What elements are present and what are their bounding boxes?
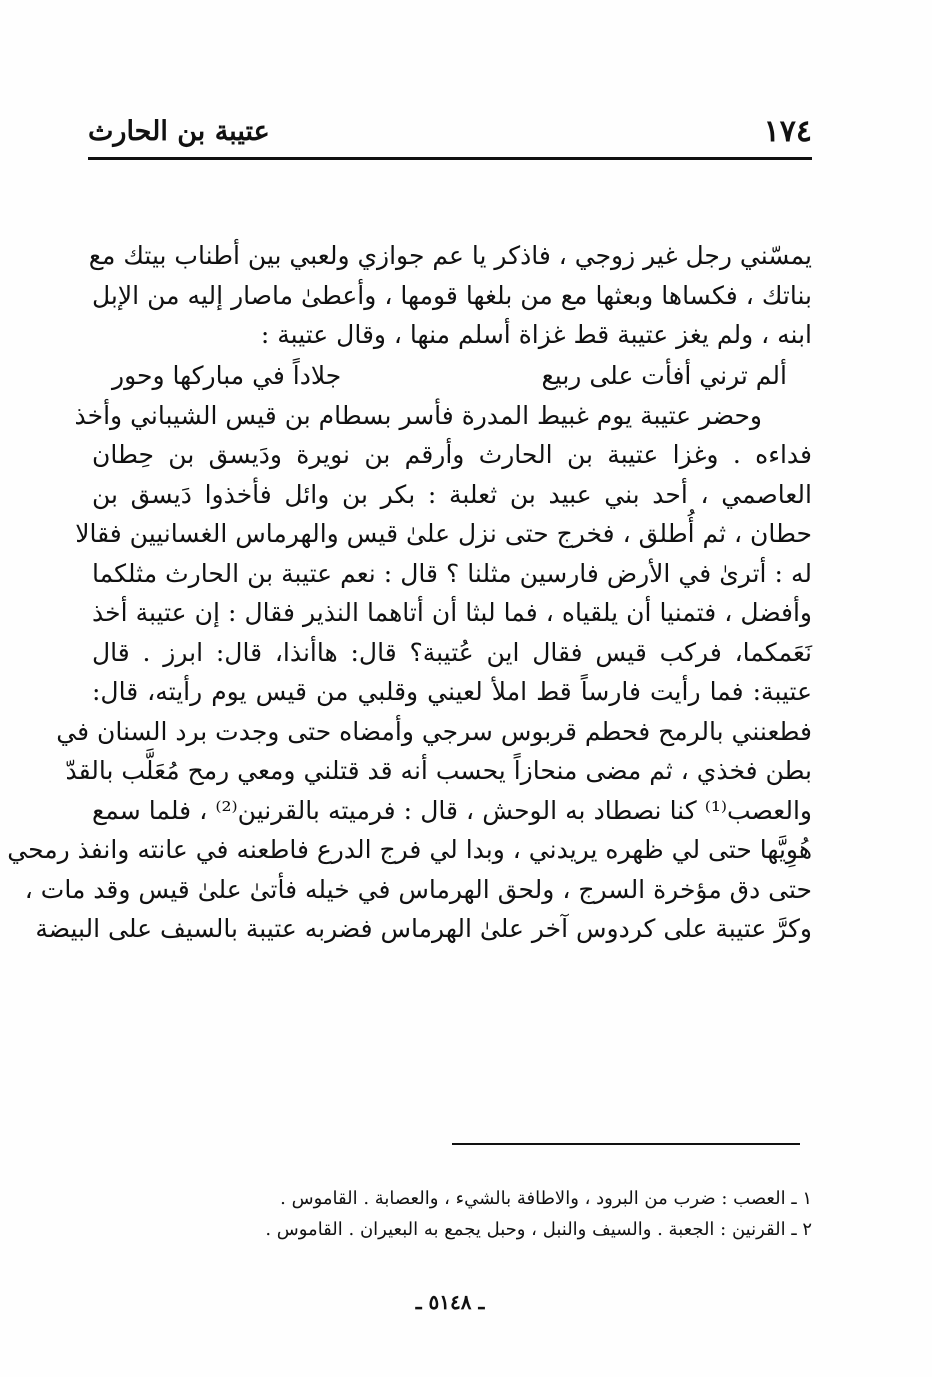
text-line: حتى دق مؤخرة السرج ، ولحق الهرماس في خيله فأتىٰ علىٰ قيس وقد مات ،	[24, 874, 812, 904]
text-line: نَعَمكما، فركب قيس فقال اين عُتيبة؟ قال: هاأنذا، قال: ابرز . قال	[92, 637, 812, 667]
page-header	[88, 108, 812, 156]
running-title: عتيبة بن الحارث	[88, 116, 270, 147]
header-rule	[88, 157, 812, 160]
text-line: فداءه . وغزا عتيبة بن الحارث وأرقم بن نويرة ودَيسق بن حِطان	[92, 440, 812, 469]
text-line: بطن فخذي ، ثم مضى منحازاً يحسب أنه قد قتلني ومعي رمح مُعَلَّب بالقدّ	[65, 756, 812, 785]
text-line: عتيبة: فما رأيت فارساً قط املأ لعيني وقلبي من قيس يوم رأيته، قال:	[92, 677, 812, 706]
verse-hemistich-second: جلاداً في مباركها وحور	[112, 360, 342, 390]
text-line: ابنه ، ولم يغز عتيبة قط غزاة أسلم منها ، وقال عتيبة :	[260, 320, 812, 349]
text-line: والعصب⁽¹⁾ كنا نصطاد به الوحش ، قال : فرميته بالقرنين⁽²⁾ ، فلما سمع	[92, 795, 812, 825]
footnote-separator	[452, 1143, 800, 1145]
text-line: وأفضل ، فتمنيا أن يلقياه ، فما لبثا أن أتاهما النذير فقال : إن عتيبة أخذ	[92, 598, 812, 627]
text-line: حطان ، ثم أُطلق ، فخرج حتى نزل علىٰ قيس والهرماس الغسانيين فقالا	[75, 519, 812, 548]
text-line: له : أترىٰ في الأرض فارسين مثلنا ؟ قال : نعم عتيبة بن الحارث مثلكما	[92, 558, 812, 588]
text-line: يمسّني رجل غير زوجي ، فاذكر يا عم جوازي ولعبي بين أطناب بيتك مع	[88, 241, 812, 270]
verse-hemistich-first: ألم ترني أفأت على ربيع	[541, 360, 787, 390]
main-text	[7, 236, 812, 949]
folio-number: ـ ٥١٤٨ ـ	[415, 1290, 485, 1314]
text-line: بناتك ، فكساها وبعثها مع من بلغها قومها ، وأعطىٰ ماصار إليه من الإبل	[92, 280, 812, 310]
text-line: فطعنني بالرمح فحطم قربوس سرجي وأمضاه حتى وجدت برد السنان في	[56, 716, 812, 746]
footnote-2: ٢ ـ القرنين : الجعبة . والسيف والنبل ، وحبل يجمع به البعيران . القاموس .	[265, 1219, 812, 1240]
text-line: وكرَّ عتيبة على كردوس آخر علىٰ الهرماس فضربه عتيبة بالسيف على البيضة	[35, 914, 812, 943]
poetry-verse	[92, 355, 812, 396]
text-line: هُوِيَّها حتى لي ظهره يريدني ، وبدا لي فرج الدرع فاطعنه في عانته وانفذ رمحي	[7, 835, 812, 864]
footnotes	[150, 1183, 812, 1245]
text-line: وحضر عتيبة يوم غبيط المدرة فأسر بسطام بن قيس الشيباني وأخذ	[74, 400, 762, 430]
page-number: ١٧٤	[763, 114, 812, 149]
text-line: العاصمي ، أحد بني عبيد بن ثعلبة : بكر بن وائل فأخذوا دَيسق بن	[92, 479, 812, 509]
footnote-1: ١ ـ العصب : ضرب من البرود ، والاطافة بالشيء ، والعصابة . القاموس .	[280, 1188, 812, 1209]
